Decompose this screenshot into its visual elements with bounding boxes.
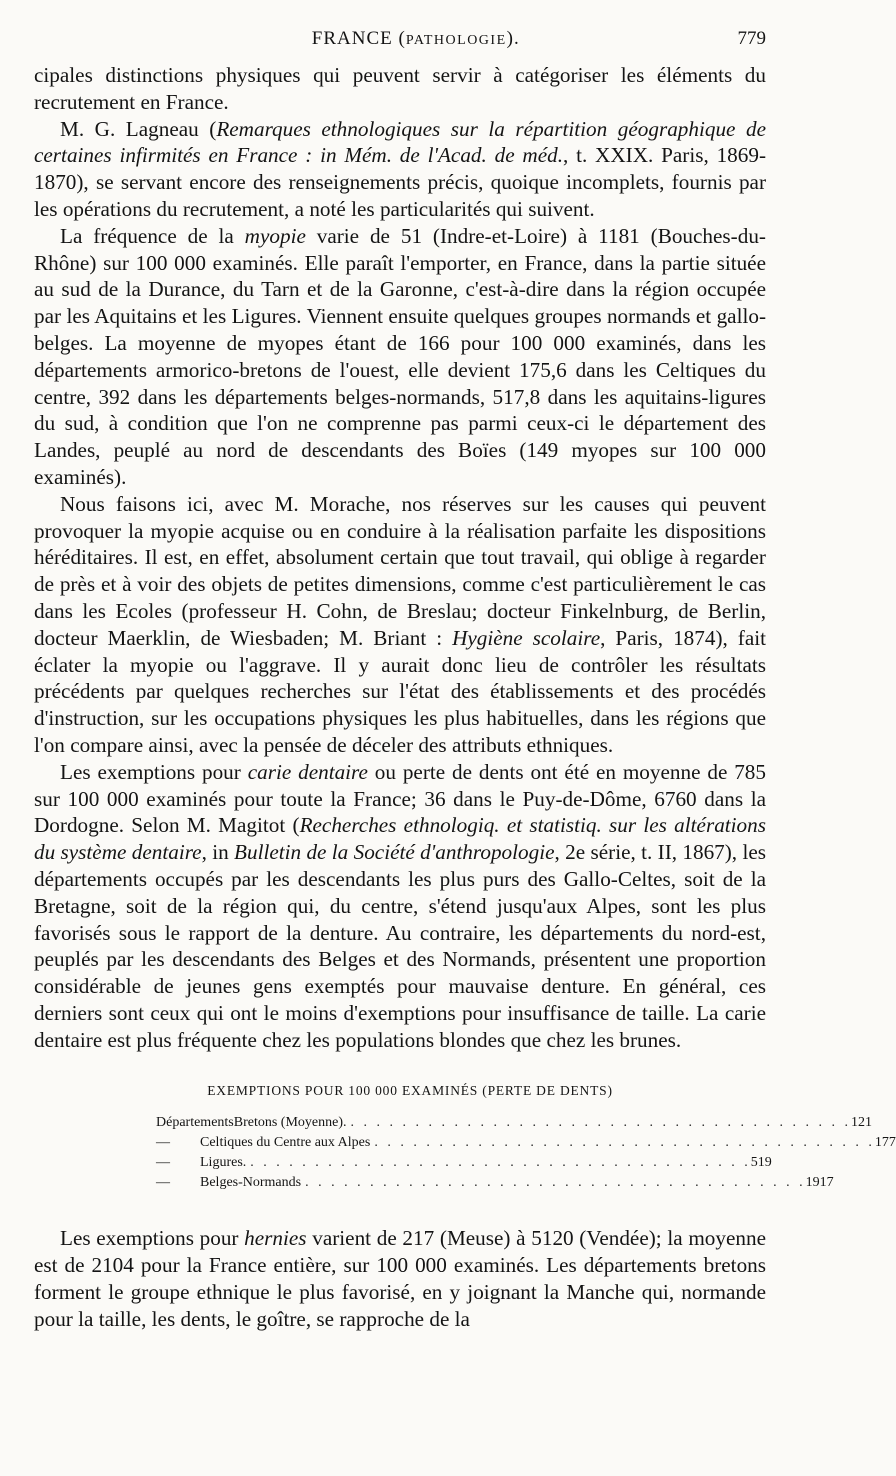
running-header xyxy=(34,28,766,62)
text-run: varient de 217 (Meuse) à 5120 (Vendée); la moyenne est de 2104 pour la France entière, sur 100 000 examinés. Les départements bretons forment le groupe ethnique le plus favorisé, en y joignant la Manche qui, normande pour la taille, les dents, le goître, se rapproche de la xyxy=(34,1226,766,1331)
paragraph xyxy=(34,223,766,491)
italic-text: carie dentaire xyxy=(247,759,368,784)
text-run: , in xyxy=(201,840,235,865)
exemptions-table xyxy=(34,1083,896,1193)
text-run: La fréquence de la xyxy=(60,223,245,248)
text-run: Nous faisons ici, avec M. Morache, nos réserves sur les causes qui peuvent provoquer la myopie acquise ou en conduire à la réalisation parfaite les dispositions héréditaires. Il est, en effet, absolument certain que tout travail, qui oblige à regarder de près et à voir des objets de petites dimensions, comme c'est particulièrement le cas dans les Ecoles (professeur H. Cohn, de Breslau; docteur Finkelnburg, de Berlin, docteur Maerklin, de Wiesbaden; M. Briant : xyxy=(34,491,766,650)
ditto-dash: — xyxy=(156,1155,170,1171)
table-rows xyxy=(34,1113,896,1193)
running-title xyxy=(34,28,738,50)
leader-dots: . . . . . . . . . . . . . . . . . . . . . . . . . . . . . . . . . . . . . . . xyxy=(305,1175,806,1191)
table-row xyxy=(156,1173,834,1193)
row-label: Celtiques du Centre aux Alpes xyxy=(200,1135,371,1151)
title-small-caps: PATHOLOGIE xyxy=(405,33,507,48)
text-run: cipales distinctions physiques qui peuvent servir à catégoriser les éléments du recrutement en France. xyxy=(34,63,766,114)
row-label: Belges-Normands xyxy=(200,1175,302,1191)
italic-text: Remarques ethnologiques sur la répartition géographique de certaines infirmités en France : in Mém. de l'Acad. de méd. xyxy=(34,116,766,168)
document-page xyxy=(34,28,896,1333)
italic-text: hernies xyxy=(244,1226,307,1251)
paragraph xyxy=(34,491,766,759)
table-row xyxy=(156,1133,896,1153)
ditto-dash: — xyxy=(156,1135,170,1151)
ditto-dash: — xyxy=(156,1175,170,1191)
paragraph xyxy=(34,62,766,116)
text-run: Les exemptions pour xyxy=(60,759,248,784)
text-run: ou perte de dents ont été en moyenne de 785 sur 100 000 examinés pour toute la France; 36 dans le Puy-de-Dôme, 6760 dans la Dordogne. Selon M. Magitot ( xyxy=(34,759,766,838)
text-run: , Paris, 1874), fait éclater la myopie ou l'aggrave. Il y aurait donc lieu de contrôler les résultats précédents par quelques recherches sur l'état des établissements et des procédés d'instruction, sur les occupations physiques les plus habituelles, dans les régions que l'on compare ainsi, avec la pensée de déceler des attributs ethniques. xyxy=(34,625,767,757)
row-value: 177 xyxy=(874,1135,896,1151)
row-value: 121 xyxy=(851,1115,873,1131)
page-number: 779 xyxy=(737,28,766,49)
text-run: , t. XXIX. Paris, 1869-1870), se servant encore des renseignements précis, quoique incomplets, fournis par les opérations du recrutement, a noté les particularités qui suivent. xyxy=(34,143,766,221)
title-close: ). xyxy=(506,28,520,49)
row-label: Ligures. xyxy=(200,1155,247,1171)
italic-text: Bulletin de la Société d'anthropologie xyxy=(234,840,555,865)
text-run: , 2e série, t. II, 1867), les départements occupés par les descendants les plus purs des Gallo-Celtes, soit de la Bretagne, soit de la région qui, du centre, s'étend jusqu'aux Alpes, sont les plus favorisés sous le rapport de la denture. Au contraire, les départements du nord-est, peuplés par les descendants des Belges et des Normands, présentent une proportion considérable de jeunes gens exemptés pour mauvaise denture. En général, ces derniers sont ceux qui ont le moins d'exemptions pour insuffisance de taille. La carie dentaire est plus fréquente chez les populations blondes que chez les brunes. xyxy=(34,840,766,1052)
body-text xyxy=(34,62,766,1053)
text-run: Les exemptions pour xyxy=(60,1226,245,1251)
italic-text: Recherches ethnologiq. et statistiq. sur les altérations du système dentaire xyxy=(34,813,766,865)
leader-dots: . . . . . . . . . . . . . . . . . . . . . . . . . . . . . . . . . . . . . . . xyxy=(350,1115,852,1131)
text-run: M. G. Lagneau ( xyxy=(60,116,217,141)
closing-paragraph xyxy=(34,1225,766,1332)
paragraph xyxy=(34,759,766,1054)
row-value: 519 xyxy=(750,1155,772,1171)
italic-text: myopie xyxy=(244,223,306,248)
table-title: EXEMPTIONS POUR 100 000 EXAMINÉS (PERTE DE DENTS) xyxy=(207,1083,613,1099)
leader-dots: . . . . . . . . . . . . . . . . . . . . . . . . . . . . . . . . . . . . . . . xyxy=(374,1135,875,1151)
table-row xyxy=(156,1113,873,1133)
table-row xyxy=(156,1153,772,1173)
row-prefix: Départements xyxy=(156,1115,234,1131)
row-label: Bretons (Moyenne). xyxy=(233,1115,347,1131)
text-run: varie de 51 (Indre-et-Loire) à 1181 (Bouches-du-Rhône) sur 100 000 examinés. Elle paraît l'emporter, en France, dans la partie située au sud de la Durance, du Tarn et de la Garonne, c'est-à-dire dans la région occupée par les Aquitains et les Ligures. Viennent ensuite quelques groupes normands et gallo-belges. La moyenne de myopes étant de 166 pour 100 000 examinés, dans les départements armorico-bretons de l'ouest, elle devient 175,6 dans les Celtiques du centre, 392 dans les départements belges-normands, 517,8 dans les aquitains-ligures du sud, à condition que l'on ne comprenne pas parmi ceux-ci le département des Landes, peuplé au nord de descendants des Boïes (149 myopes sur 100 000 examinés). xyxy=(34,223,766,489)
italic-text: Hygiène scolaire xyxy=(452,625,601,650)
paragraph xyxy=(34,116,766,223)
title-main: FRANCE ( xyxy=(311,28,406,49)
closing-text xyxy=(34,1225,766,1332)
row-value: 1917 xyxy=(805,1175,834,1191)
leader-dots: . . . . . . . . . . . . . . . . . . . . . . . . . . . . . . . . . . . . . . . xyxy=(250,1155,751,1171)
